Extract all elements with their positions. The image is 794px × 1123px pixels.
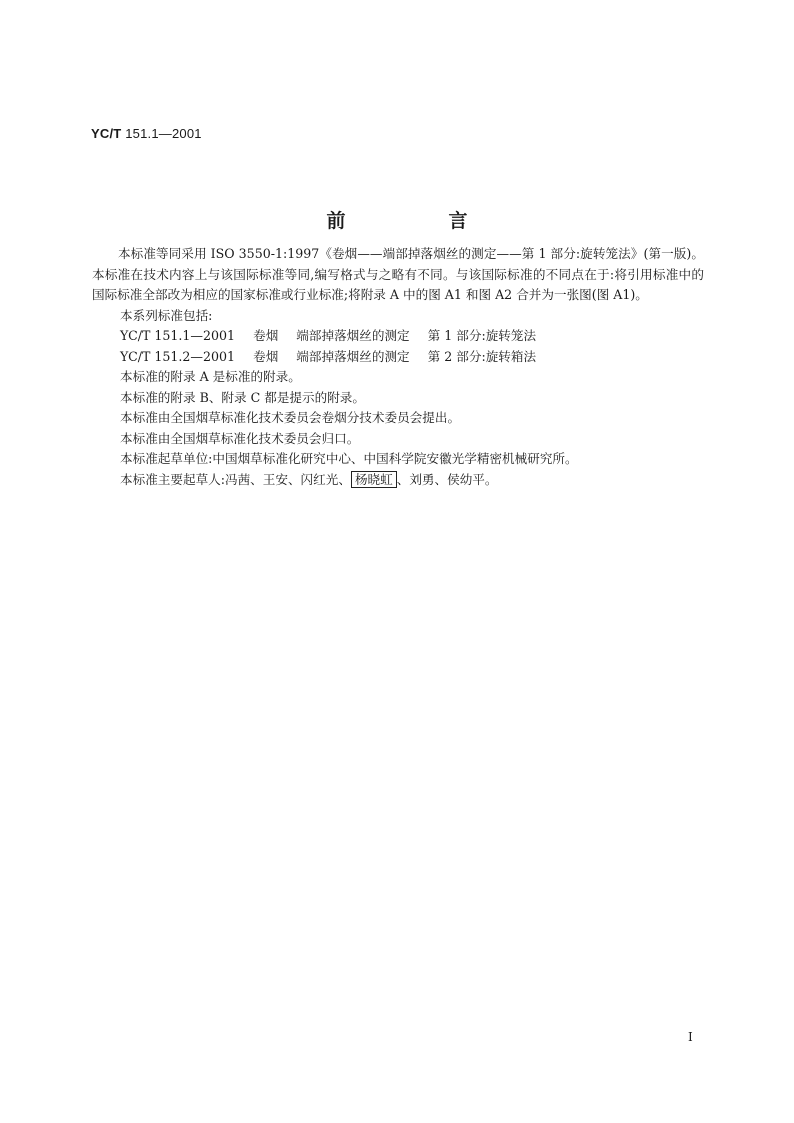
series-code: YC/T 151.1—2001 <box>120 328 236 343</box>
page-title: 前 言 <box>326 210 510 232</box>
statement-managed-by: 本标准由全国烟草标准化技术委员会归口。 <box>120 430 360 446</box>
drafters-suffix: 、刘勇、侯幼平。 <box>396 471 498 487</box>
series-item <box>92 326 704 347</box>
statement-drafting-units: 本标准起草单位:中国烟草标准化研究中心、中国科学院安徽光学精密机械研究所。 <box>120 451 578 466</box>
series-subject: 端部掉落烟丝的测定 <box>296 348 410 364</box>
page-number: I <box>688 1030 693 1044</box>
statement-proposed-by: 本标准由全国烟草标准化技术委员会卷烟分技术委员会提出。 <box>120 410 461 425</box>
series-intro: 本系列标准包括: <box>120 307 213 323</box>
series-part: 第 2 部分:旋转箱法 <box>427 348 537 364</box>
series-name: 卷烟 <box>253 328 279 343</box>
standard-code: YC/T <box>91 126 122 141</box>
boxed-drafter-name: 杨晓虹 <box>351 471 397 488</box>
statement-appendix-bc: 本标准的附录 B、附录 C 都是提示的附录。 <box>120 389 365 405</box>
drafters-prefix: 本标准主要起草人:冯茜、王安、闪红光、 <box>120 471 351 487</box>
intro-paragraph: 本标准等同采用 ISO 3550-1:1997《卷烟——端部掉落烟丝的测定——第 1 部分:旋转笼法》(第一版)。本标准在技术内容上与该国际标准等同,编写格式与之略有不同。与该国际标准的不同点在于:将引用标准中的国际标准全部改为相应的国家标准或行业标准;将附录 A 中的图 A1 和图 A2 合并为一张图(图 A1)。 <box>92 246 704 302</box>
standard-header <box>91 126 202 141</box>
drafters-line <box>92 470 704 491</box>
series-subject: 端部掉落烟丝的测定 <box>296 328 410 343</box>
standard-number: 151.1—2001 <box>125 126 202 141</box>
series-name: 卷烟 <box>253 348 279 364</box>
document-body <box>92 244 704 490</box>
series-part: 第 1 部分:旋转笼法 <box>427 328 537 343</box>
series-item <box>92 347 704 368</box>
statement-appendix-a: 本标准的附录 A 是标准的附录。 <box>120 369 301 384</box>
series-code: YC/T 151.2—2001 <box>120 348 236 364</box>
